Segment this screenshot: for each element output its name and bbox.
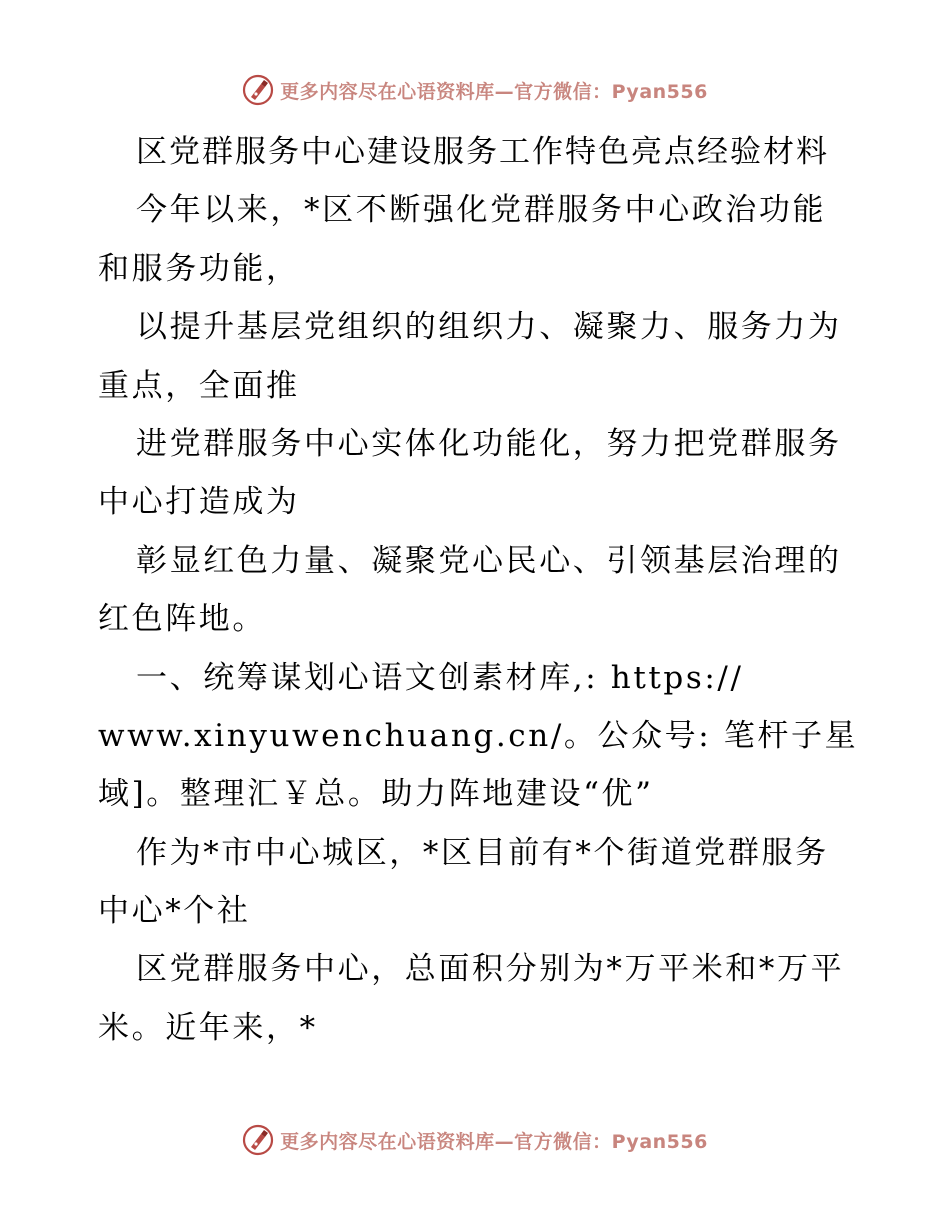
- header-banner: [0, 70, 950, 110]
- text-line: 中心打造成为: [98, 484, 300, 521]
- text-line: 和服务功能，: [98, 250, 300, 287]
- footer-banner: [0, 1120, 950, 1160]
- text-line: 重点，全面推: [98, 367, 300, 404]
- pen-nib-logo-icon: [242, 74, 274, 106]
- text-line: 米。近年来，*: [98, 1009, 318, 1046]
- text-line: 以提升基层党组织的组织力、凝聚力、服务力为: [136, 309, 842, 346]
- pen-nib-logo-icon: [242, 1124, 274, 1156]
- text-line: 中心*个社: [98, 893, 251, 930]
- text-line: 一、统筹谋划心语文创素材库,: https://: [136, 659, 744, 696]
- text-line: 作为*市中心城区，*区目前有*个街道党群服务: [136, 834, 829, 871]
- banner-text: 更多内容尽在心语资料库—官方微信：Pyan556: [280, 80, 708, 103]
- text-line: 彰显红色力量、凝聚党心民心、引领基层治理的: [136, 542, 842, 579]
- text-line: 今年以来，*区不断强化党群服务中心政治功能: [136, 192, 827, 229]
- document-title: 区党群服务中心建设服务工作特色亮点经验材料: [136, 134, 829, 170]
- paragraph-lines: [98, 181, 858, 1057]
- text-line: 进党群服务中心实体化功能化，努力把党群服务: [136, 425, 842, 462]
- text-line: 红色阵地。: [98, 601, 266, 638]
- document-body: [98, 123, 858, 1057]
- text-line: 域]。整理汇￥总。助力阵地建设“优”: [98, 776, 654, 813]
- banner-text: 更多内容尽在心语资料库—官方微信：Pyan556: [280, 1130, 708, 1153]
- text-line: 区党群服务中心，总面积分别为*万平米和*万平: [136, 951, 845, 988]
- text-line: www.xinyuwenchuang.cn/。公众号: 笔杆子星: [98, 717, 859, 754]
